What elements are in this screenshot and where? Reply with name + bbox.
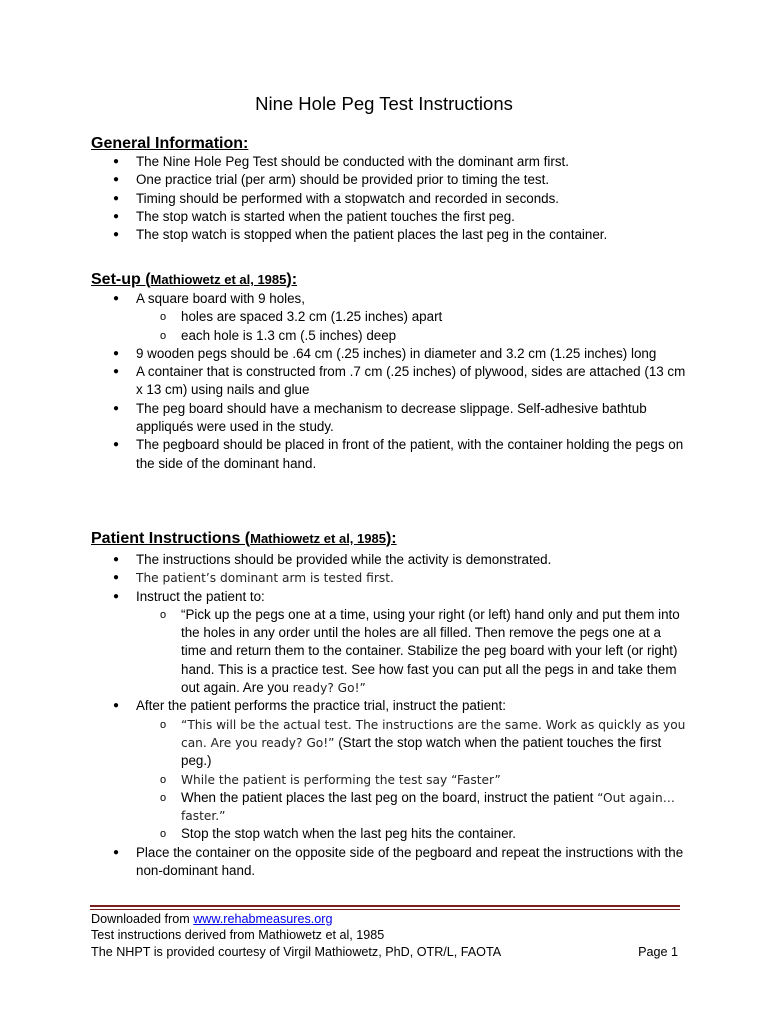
patient-heading-citation: Mathiowetz et al, 1985 [250,531,386,546]
bullet-icon: ● [113,402,120,414]
list-item-text: The stop watch is stopped when the patient places the last peg in the container. [136,227,608,243]
setup-list [0,290,768,473]
sub-list-item-text: Stop the stop watch when the last peg hits the container. [181,826,516,842]
circle-bullet-icon: o [160,608,167,621]
list-item [0,153,768,171]
circle-bullet-icon: o [160,718,167,731]
list-item-text: A square board with 9 holes, [136,291,305,306]
setup-heading-citation: Mathiowetz et al, 1985 [150,272,287,287]
bullet-icon: ● [113,293,120,304]
list-item-text: The patient’s dominant arm is tested first. [136,571,394,586]
sub-list-item-text: When the patient places the last peg on the board, instruct the patient [181,789,598,805]
list-item-text: The pegboard should be placed in front of the patient, with the container holding the pegs on the side of the dominant hand. [136,437,684,471]
bullet-icon: ● [113,554,120,565]
setup-heading-end: ): [286,271,298,288]
list-item [0,844,768,881]
patient-heading-end: ): [385,530,397,547]
page-number: Page 1 [638,945,678,959]
list-item [0,171,768,189]
general-heading-text: General Information: [91,135,249,152]
sub-list-item-text: “Pick up the pegs one at a time, using your right (or left) hand only and put them into the holes in any order until the holes are all filled. Then remove the pegs one at a time and return them to the container. Stabilize the peg board with your left (or right) hand. This is a practice test. See how fast you can put all the pegs in and take them out again. Are you [181,606,680,696]
list-item [0,363,768,400]
footer-derived: Test instructions derived from Mathiowetz et al, 1985 [91,928,385,942]
sub-list-item-text-alt: ready? Go!” [292,681,366,696]
sub-list [136,716,688,844]
bullet-icon: ● [113,700,120,712]
sub-list-item [136,825,688,843]
list-item-text: The stop watch is started when the patient touches the first peg. [136,208,515,224]
sub-list-item-text: holes are spaced 3.2 cm (1.25 inches) apart [181,309,443,325]
list-item [0,551,768,569]
patient-heading-main: Patient Instructions ( [91,530,251,547]
rehabmeasures-link[interactable]: www.rehabmeasures.org [193,912,333,926]
setup-heading [91,270,297,290]
list-item-text: Instruct the patient to: [136,588,265,604]
circle-bullet-icon: o [160,329,167,342]
bullet-icon: ● [113,347,120,359]
page-title: Nine Hole Peg Test Instructions [255,93,513,114]
sub-list-item [136,606,688,697]
circle-bullet-icon: o [160,773,167,786]
list-item [0,226,768,244]
list-item-text: One practice trial (per arm) should be provided prior to timing the test. [136,172,550,188]
list-item [0,436,768,473]
list-item [0,569,768,587]
list-item-text: The peg board should have a mechanism to decrease slippage. Self-adhesive bathtub appliqués were used in the study. [136,400,647,435]
general-information-heading [91,134,248,154]
list-item-text: Place the container on the opposite side of the pegboard and repeat the instructions with the non-dominant hand. [136,844,684,879]
bullet-icon: ● [113,366,120,378]
bullet-icon: ● [113,156,120,167]
footer-downloaded [91,911,333,927]
list-item-text: After the patient performs the practice trial, instruct the patient: [136,698,506,714]
general-information-list [0,153,768,244]
bullet-icon: ● [113,590,120,602]
footer-downloaded-prefix: Downloaded from [91,912,194,926]
sub-list-item-text-alt: “Out again…faster.” [181,790,675,824]
list-item [0,290,768,345]
list-item-text: A container that is constructed from .7 cm (.25 inches) of plywood, sides are attached (13 cm x 13 cm) using nails and glue [136,364,686,398]
circle-bullet-icon: o [160,828,167,841]
list-item [0,345,768,363]
list-item-text: The Nine Hole Peg Test should be conducted with the dominant arm first. [136,154,569,169]
setup-heading-main: Set-up ( [91,271,151,288]
bullet-icon: ● [113,572,120,584]
list-item [0,697,768,843]
list-item [0,588,768,698]
sub-list-item-text: each hole is 1.3 cm (.5 inches) deep [181,327,397,343]
sub-list-item [136,327,688,345]
sub-list-item [136,716,688,771]
list-item-text: The instructions should be provided while the activity is demonstrated. [136,552,552,567]
patient-instructions-list [0,551,768,880]
bullet-icon: ● [113,174,120,186]
patient-instructions-heading [91,529,397,549]
circle-bullet-icon: o [160,791,167,804]
sub-list-item [136,308,688,326]
list-item-text: 9 wooden pegs should be .64 cm (.25 inches) in diameter and 3.2 cm (1.25 inches) long [136,345,657,361]
sub-list-item-text-alt: “This will be the actual test. The instructions are the same. Work as quickly as you can. Are you ready? Go!” [181,717,686,750]
bullet-icon: ● [113,229,120,241]
list-item [0,400,768,437]
bullet-icon: ● [113,439,120,451]
sub-list-item-text: (Start the stop watch when the patient touches the first peg.) [181,734,662,769]
list-item-text: Timing should be performed with a stopwatch and recorded in seconds. [136,190,560,206]
sub-list-item [136,771,688,789]
circle-bullet-icon: o [160,311,167,324]
bullet-icon: ● [113,210,120,222]
bullet-icon: ● [113,192,120,204]
footer-courtesy: The NHPT is provided courtesy of Virgil Mathiowetz, PhD, OTR/L, FAOTA [91,945,502,959]
list-item [0,190,768,208]
bullet-icon: ● [113,846,120,858]
sub-list-item [136,789,688,826]
sub-list-item-text-alt: While the patient is performing the test say “Faster” [181,772,501,787]
list-item [0,208,768,226]
footer-divider [90,905,680,910]
sub-list [136,308,688,345]
sub-list [136,606,688,697]
